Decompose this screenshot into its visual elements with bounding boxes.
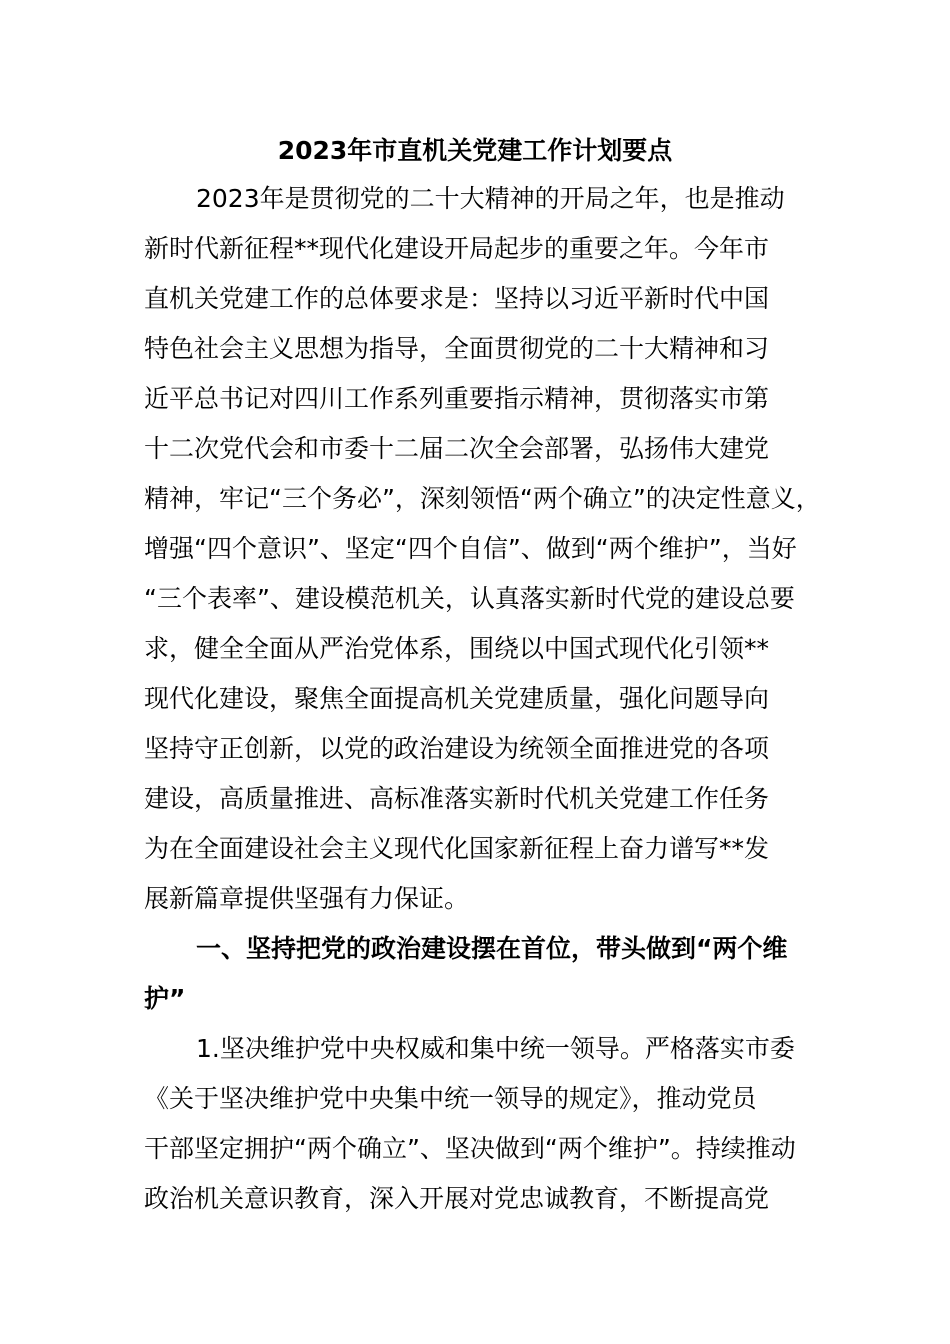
- section-heading-line: 护”: [144, 984, 186, 1013]
- intro-line: “三个表率”、建设模范机关，认真落实新时代党的建设总要: [144, 584, 795, 613]
- intro-line: 增强“四个意识”、坚定“四个自信”、做到“两个维护”，当好: [144, 534, 797, 563]
- intro-line: 2023年是贯彻党的二十大精神的开局之年，也是推动: [196, 184, 785, 213]
- intro-line: 求，健全全面从严治党体系，围绕以中国式现代化引领**: [144, 634, 770, 663]
- item-line: 政治机关意识教育，深入开展对党忠诚教育，不断提高党: [144, 1184, 770, 1213]
- item-line: 《关于坚决维护党中央集中统一领导的规定》，推动党员: [144, 1084, 757, 1113]
- intro-line: 坚持守正创新，以党的政治建设为统领全面推进党的各项: [144, 734, 770, 763]
- intro-line: 特色社会主义思想为指导，全面贯彻党的二十大精神和习: [144, 334, 770, 363]
- intro-line: 现代化建设，聚焦全面提高机关党建质量，强化问题导向: [144, 684, 770, 713]
- intro-line: 精神，牢记“三个务必”，深刻领悟“两个确立”的决定性意义，: [144, 484, 821, 513]
- intro-line: 十二次党代会和市委十二届二次全会部署，弘扬伟大建党: [144, 434, 770, 463]
- intro-line: 近平总书记对四川工作系列重要指示精神，贯彻落实市第: [144, 384, 770, 413]
- intro-line: 建设，高质量推进、高标准落实新时代机关党建工作任务: [144, 784, 770, 813]
- intro-line: 展新篇章提供坚强有力保证。: [144, 884, 470, 913]
- item-line: 干部坚定拥护“两个确立”、坚决做到“两个维护”。持续推动: [144, 1134, 796, 1163]
- intro-line: 为在全面建设社会主义现代化国家新征程上奋力谱写**发: [144, 834, 770, 863]
- section-heading-line: 一、坚持把党的政治建设摆在首位，带头做到“两个维: [196, 934, 788, 963]
- intro-line: 直机关党建工作的总体要求是：坚持以习近平新时代中国: [144, 284, 770, 313]
- item-line: 1.坚决维护党中央权威和集中统一领导。严格落实市委: [196, 1034, 795, 1063]
- document-title: 2023年市直机关党建工作计划要点: [277, 136, 673, 165]
- intro-line: 新时代新征程**现代化建设开局起步的重要之年。今年市: [144, 234, 770, 263]
